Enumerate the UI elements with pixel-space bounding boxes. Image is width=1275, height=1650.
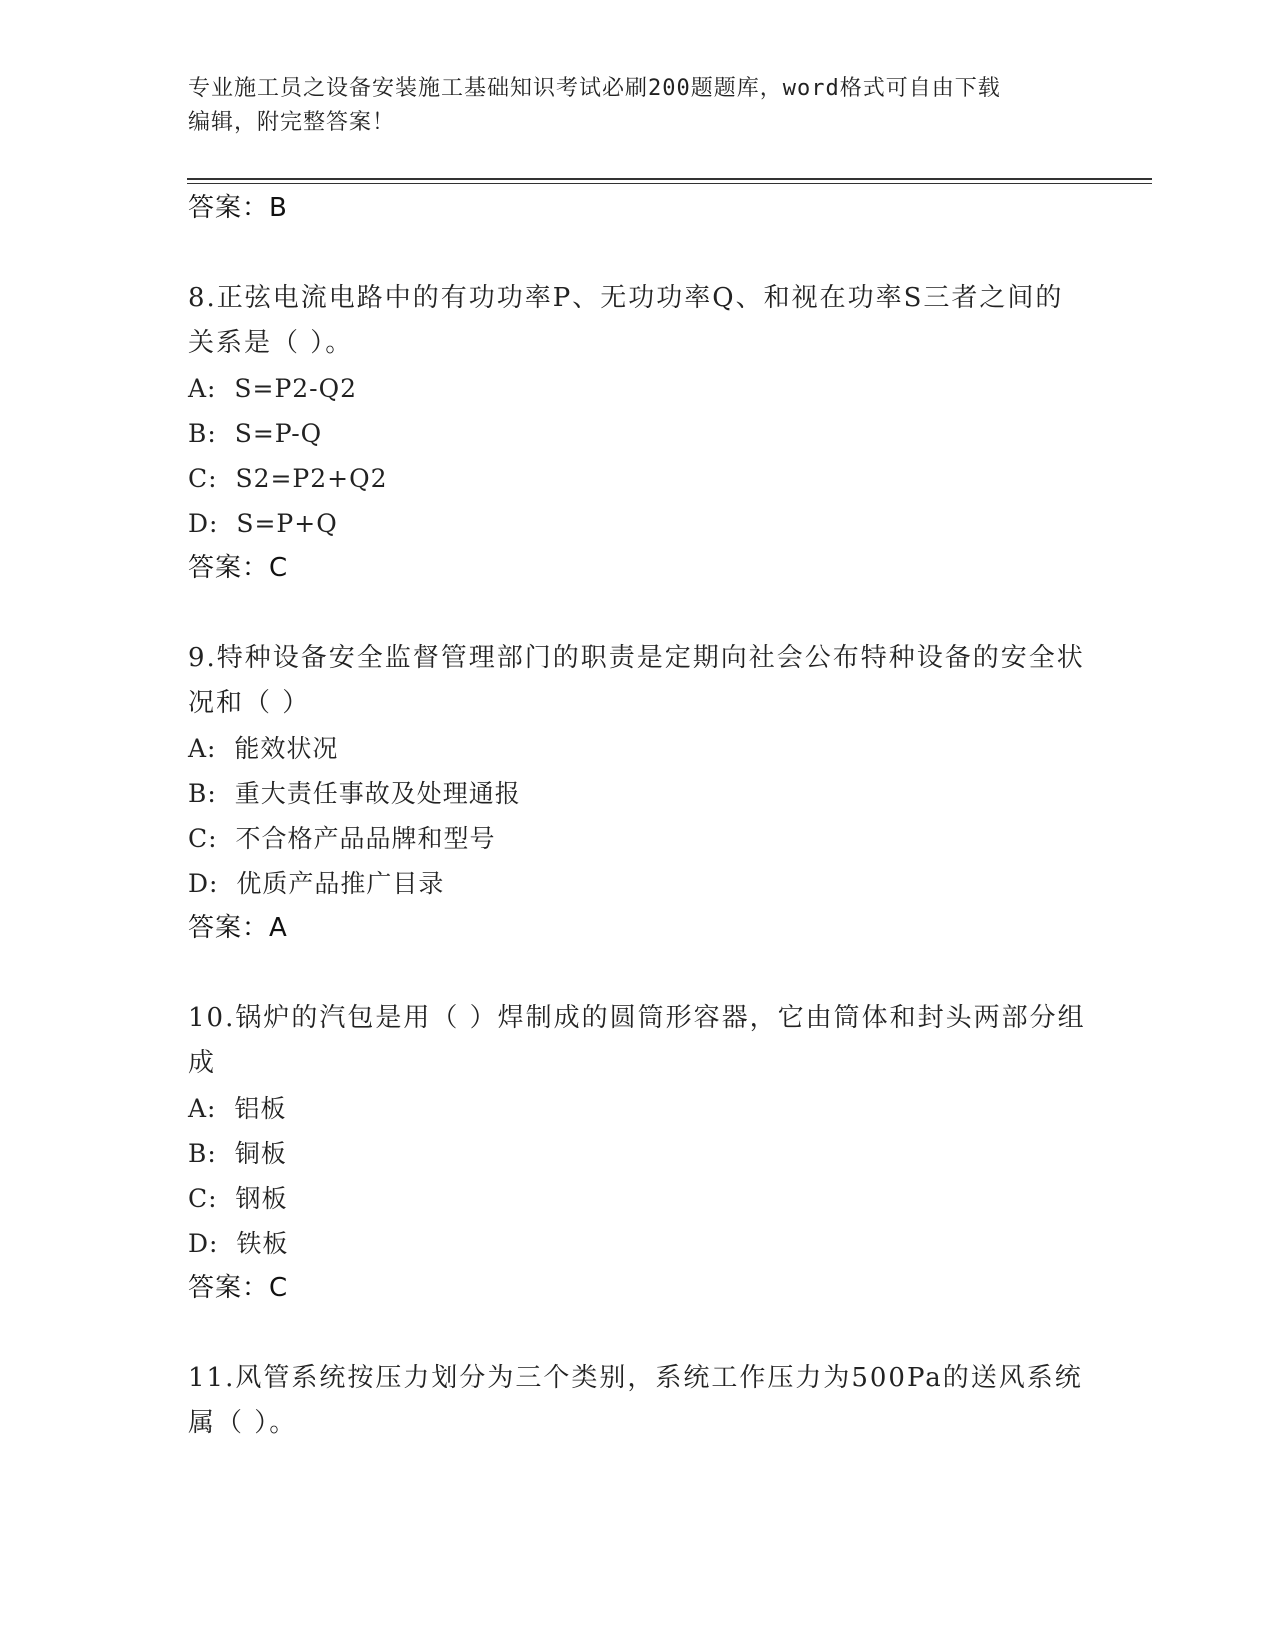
question-10: [188, 996, 1088, 1310]
option-c: C: 不合格产品品牌和型号: [188, 824, 496, 853]
header-divider: [187, 178, 1152, 184]
option-d: D: 铁板: [188, 1229, 289, 1258]
header-line-2: 编辑，附完整答案！: [188, 110, 396, 135]
question-9: [188, 636, 1088, 950]
answer-line: 答案：C: [188, 1273, 289, 1303]
question-11: [188, 1356, 1088, 1446]
answer-line: 答案：B: [188, 193, 288, 223]
answer-line: 答案：C: [188, 553, 289, 583]
question-list: [188, 186, 1088, 1446]
question-text: 11.风管系统按压力划分为三个类别，系统工作压力为500Pa的送风系统属（ ）。: [188, 1363, 1083, 1438]
option-d: D: S=P+Q: [188, 509, 338, 538]
option-a: A: 铝板: [188, 1094, 287, 1123]
document-header: [188, 72, 1088, 140]
question-text: 10.锅炉的汽包是用（ ）焊制成的圆筒形容器，它由筒体和封头两部分组成: [188, 1003, 1086, 1078]
option-b: B: S=P-Q: [188, 419, 323, 448]
option-a: A: 能效状况: [188, 734, 339, 763]
option-b: B: 铜板: [188, 1139, 287, 1168]
answer-line: 答案：A: [188, 913, 288, 943]
option-b: B: 重大责任事故及处理通报: [188, 779, 521, 808]
question-text: 9.特种设备安全监督管理部门的职责是定期向社会公布特种设备的安全状况和（ ）: [188, 643, 1085, 718]
option-c: C: S2=P2+Q2: [188, 464, 388, 493]
option-d: D: 优质产品推广目录: [188, 869, 445, 898]
header-line-1: 专业施工员之设备安装施工基础知识考试必刷200题题库，word格式可自由下载: [188, 76, 1001, 101]
question-8: [188, 276, 1088, 590]
question-text: 8.正弦电流电路中的有功功率P、无功功率Q、和视在功率S三者之间的关系是（ ）。: [188, 283, 1064, 358]
option-a: A: S=P2-Q2: [188, 374, 358, 403]
option-c: C: 钢板: [188, 1184, 288, 1213]
